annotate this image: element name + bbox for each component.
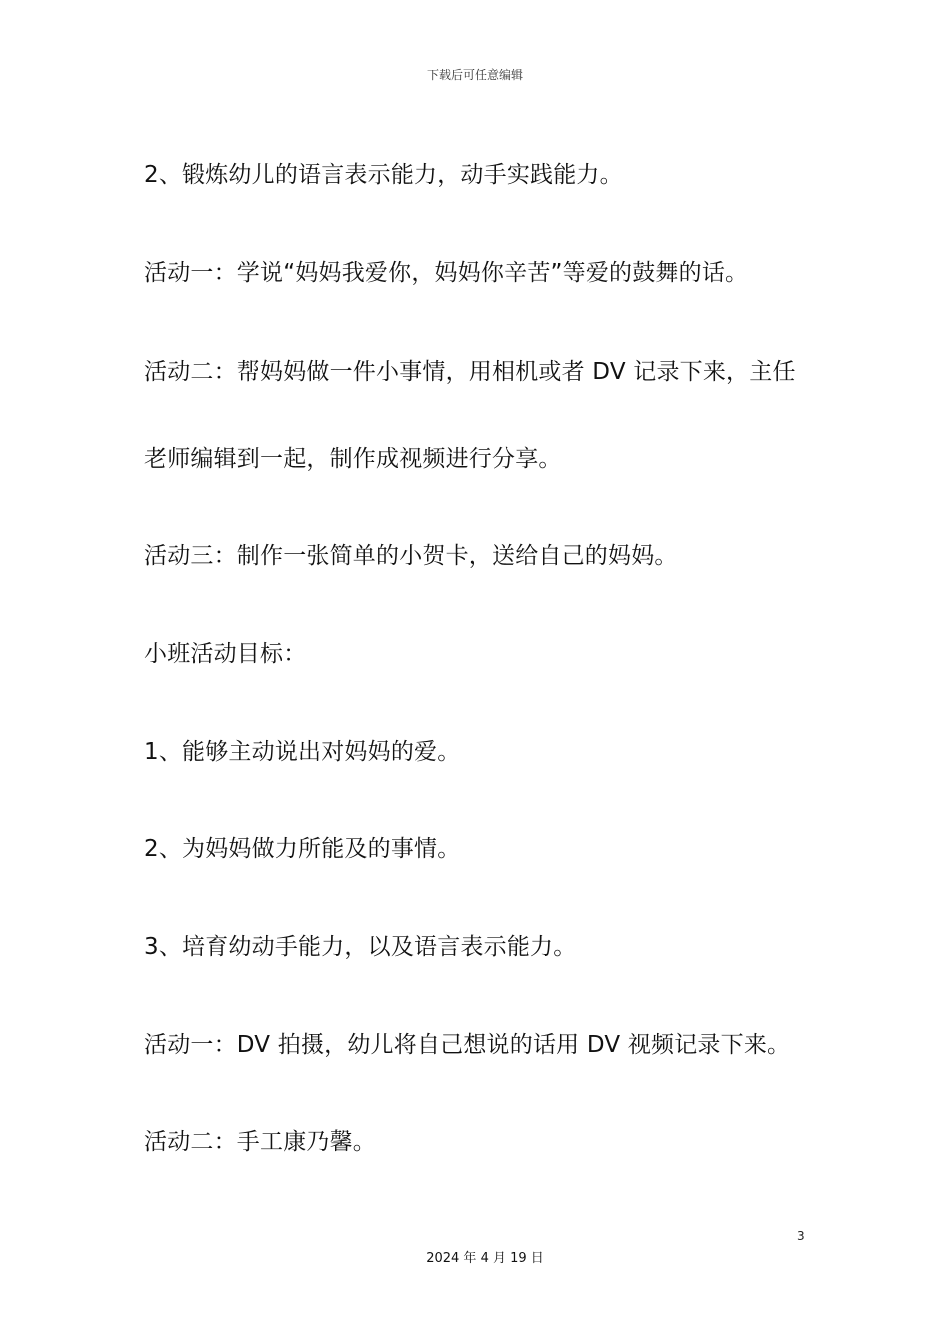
paragraph-goal-2: 2、锻炼幼儿的语言表示能力，动手实践能力。 <box>144 162 623 188</box>
section-heading-small-class-goals: 小班活动目标： <box>144 641 307 667</box>
paragraph-small-goal-1: 1、能够主动说出对妈妈的爱。 <box>144 739 461 765</box>
paragraph-small-activity-2: 活动二：手工康乃馨。 <box>144 1129 376 1155</box>
paragraph-small-goal-2: 2、为妈妈做力所能及的事情。 <box>144 836 461 862</box>
paragraph-activity-2-line-2: 老师编辑到一起，制作成视频进行分享。 <box>144 446 562 472</box>
paragraph-small-goal-3: 3、培育幼动手能力，以及语言表示能力。 <box>144 934 577 960</box>
page-number: 3 <box>797 1229 805 1243</box>
paragraph-activity-1: 活动一：学说“妈妈我爱你，妈妈你辛苦”等爱的鼓舞的话。 <box>144 260 749 286</box>
paragraph-activity-3: 活动三：制作一张简单的小贺卡，送给自己的妈妈。 <box>144 543 678 569</box>
paragraph-small-activity-1: 活动一：DV 拍摄，幼儿将自己想说的话用 DV 视频记录下来。 <box>144 1032 791 1058</box>
footer-date: 2024 年 4 月 19 日 <box>426 1251 544 1266</box>
page-header: 下载后可任意编辑 <box>426 68 523 82</box>
paragraph-activity-2-line-1: 活动二：帮妈妈做一件小事情，用相机或者 DV 记录下来，主任 <box>144 359 796 385</box>
